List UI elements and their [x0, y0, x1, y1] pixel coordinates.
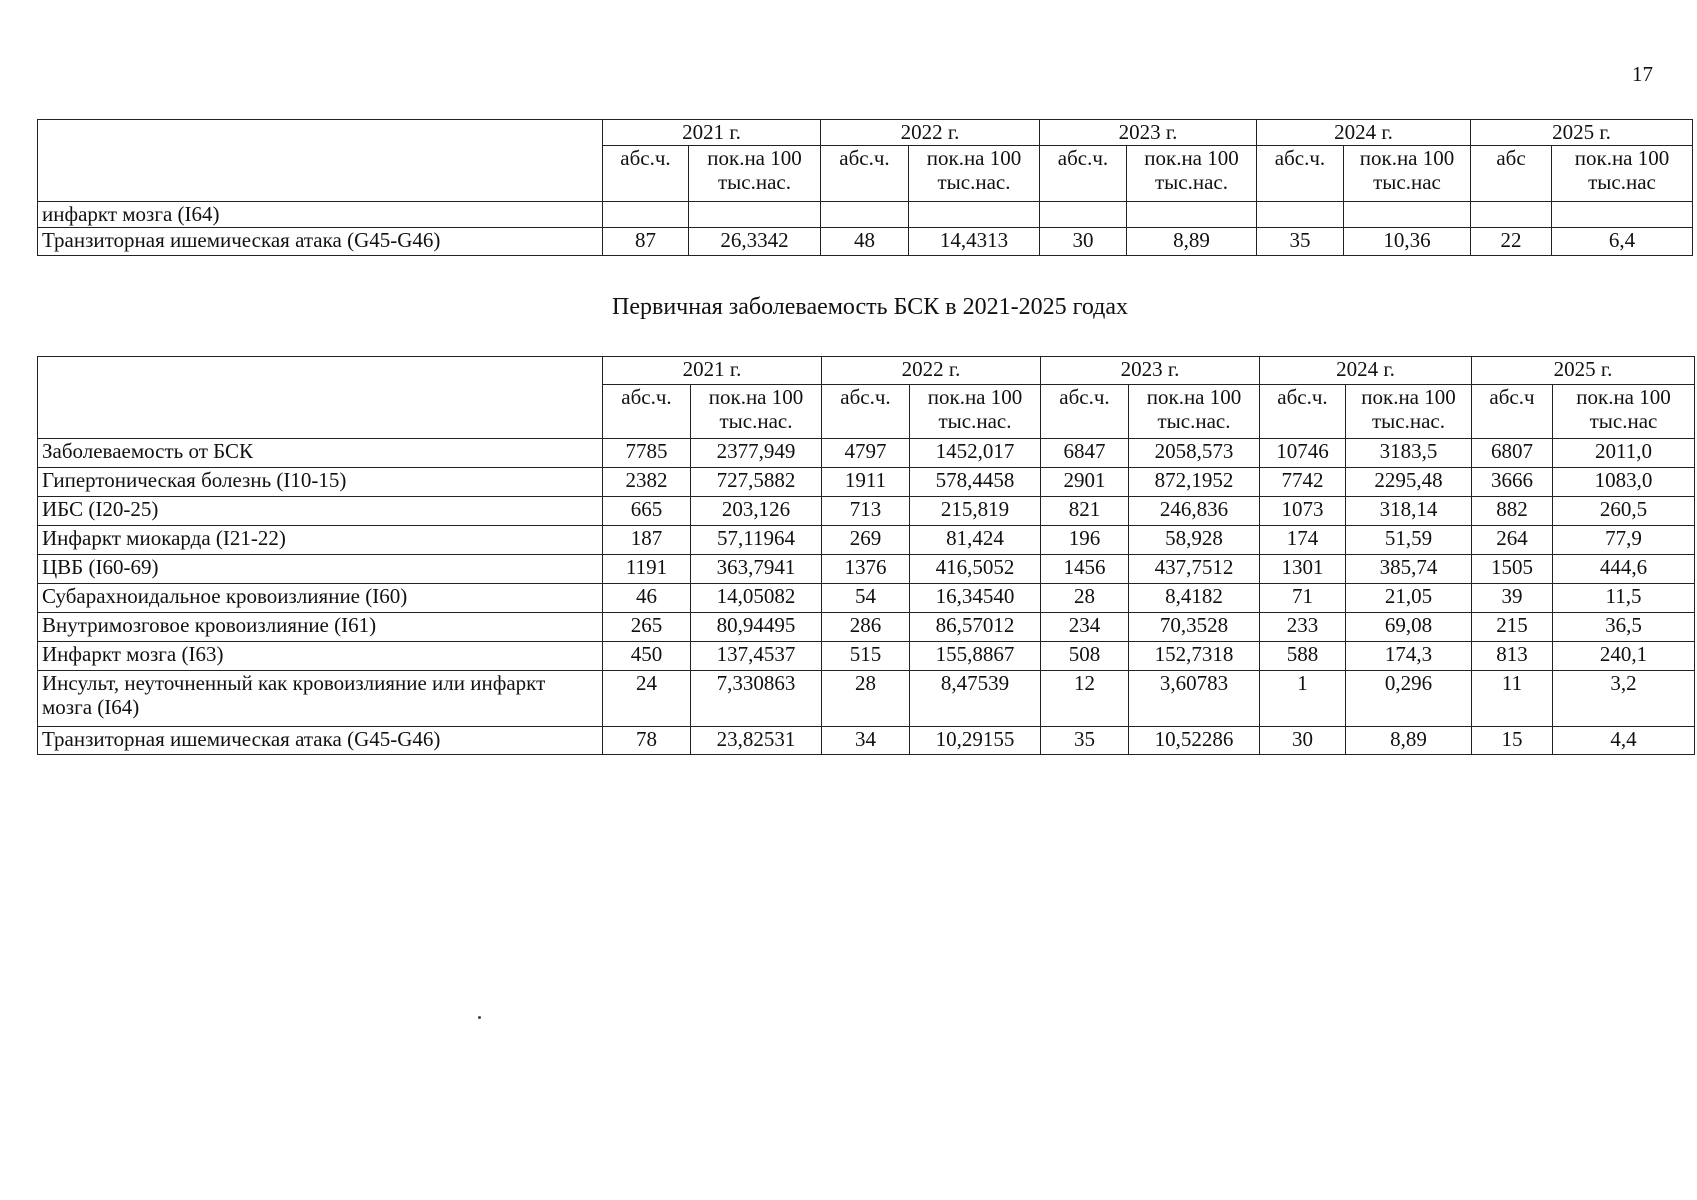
- header-blank: [38, 357, 603, 439]
- cell-rate: 70,3528: [1129, 613, 1260, 642]
- cell-absolute: 174: [1260, 526, 1346, 555]
- subheader-rate: пок.на 100 тыс.нас.: [909, 146, 1040, 202]
- cell-rate: 10,52286: [1129, 727, 1260, 755]
- table-title: Первичная заболеваемость БСК в 2021-2025 годах: [612, 294, 1128, 320]
- table-row: [38, 526, 1695, 555]
- cell-rate: 444,6: [1553, 555, 1695, 584]
- table-row: [38, 468, 1695, 497]
- cell-rate: 51,59: [1346, 526, 1472, 555]
- cell-absolute: [1471, 202, 1552, 228]
- cell-absolute: 34: [822, 727, 910, 755]
- header-blank: [38, 120, 603, 202]
- row-label: Транзиторная ишемическая атака (G45-G46): [38, 228, 603, 256]
- cell-rate: 26,3342: [689, 228, 821, 256]
- cell-absolute: [821, 202, 909, 228]
- cell-absolute: 265: [603, 613, 691, 642]
- cell-absolute: 196: [1041, 526, 1129, 555]
- cell-rate: 86,57012: [910, 613, 1041, 642]
- cell-rate: 437,7512: [1129, 555, 1260, 584]
- cell-rate: [689, 202, 821, 228]
- cell-rate: 11,5: [1553, 584, 1695, 613]
- row-label: Инсульт, неуточненный как кровоизлияние или инфаркт мозга (I64): [38, 671, 603, 727]
- cell-absolute: 54: [822, 584, 910, 613]
- year-header: 2023 г.: [1040, 120, 1257, 146]
- cell-rate: 80,94495: [691, 613, 822, 642]
- cell-absolute: 39: [1472, 584, 1553, 613]
- subheader-rate: пок.на 100 тыс.нас: [1553, 385, 1695, 439]
- subheader-rate: пок.на 100 тыс.нас.: [691, 385, 822, 439]
- table-row: [38, 202, 1693, 228]
- cell-rate: 240,1: [1553, 642, 1695, 671]
- cell-rate: 578,4458: [910, 468, 1041, 497]
- cell-absolute: 24: [603, 671, 691, 727]
- cell-absolute: 28: [822, 671, 910, 727]
- subheader-rate: пок.на 100 тыс.нас: [1552, 146, 1693, 202]
- cell-absolute: 882: [1472, 497, 1553, 526]
- subheader-rate: пок.на 100 тыс.нас.: [1127, 146, 1257, 202]
- cell-absolute: 35: [1041, 727, 1129, 755]
- cell-rate: [1127, 202, 1257, 228]
- cell-absolute: [1257, 202, 1344, 228]
- cell-absolute: 1191: [603, 555, 691, 584]
- cell-rate: 21,05: [1346, 584, 1472, 613]
- cell-absolute: 22: [1471, 228, 1552, 256]
- cell-absolute: 6847: [1041, 439, 1129, 468]
- cell-rate: 137,4537: [691, 642, 822, 671]
- cell-absolute: 713: [822, 497, 910, 526]
- cell-absolute: 30: [1040, 228, 1127, 256]
- cell-rate: 2011,0: [1553, 439, 1695, 468]
- cell-absolute: 10746: [1260, 439, 1346, 468]
- year-header: 2022 г.: [822, 357, 1041, 385]
- cell-rate: 14,05082: [691, 584, 822, 613]
- cell-rate: 10,36: [1344, 228, 1471, 256]
- subheader-abs: абс.ч.: [821, 146, 909, 202]
- cell-rate: 246,836: [1129, 497, 1260, 526]
- table-continuation: [37, 119, 1693, 256]
- cell-absolute: 1376: [822, 555, 910, 584]
- cell-rate: 3,2: [1553, 671, 1695, 727]
- cell-rate: 14,4313: [909, 228, 1040, 256]
- year-header: 2024 г.: [1257, 120, 1471, 146]
- cell-rate: 318,14: [1346, 497, 1472, 526]
- subheader-abs: абс.ч.: [603, 385, 691, 439]
- cell-absolute: 588: [1260, 642, 1346, 671]
- cell-rate: 1452,017: [910, 439, 1041, 468]
- cell-absolute: 1911: [822, 468, 910, 497]
- cell-rate: 2058,573: [1129, 439, 1260, 468]
- cell-rate: 8,4182: [1129, 584, 1260, 613]
- cell-rate: 10,29155: [910, 727, 1041, 755]
- cell-absolute: 234: [1041, 613, 1129, 642]
- subheader-rate: пок.на 100 тыс.нас.: [689, 146, 821, 202]
- subheader-abs: абс.ч.: [1260, 385, 1346, 439]
- cell-absolute: 1: [1260, 671, 1346, 727]
- row-label: ИБС (I20-25): [38, 497, 603, 526]
- table-body: [38, 202, 1693, 256]
- subheader-rate: пок.на 100 тыс.нас.: [910, 385, 1041, 439]
- cell-rate: 8,89: [1127, 228, 1257, 256]
- cell-rate: [1344, 202, 1471, 228]
- cell-absolute: 286: [822, 613, 910, 642]
- cell-absolute: 28: [1041, 584, 1129, 613]
- cell-absolute: 48: [821, 228, 909, 256]
- cell-rate: 0,296: [1346, 671, 1472, 727]
- cell-rate: [1552, 202, 1693, 228]
- cell-rate: 174,3: [1346, 642, 1472, 671]
- cell-rate: 81,424: [910, 526, 1041, 555]
- cell-rate: [909, 202, 1040, 228]
- cell-absolute: 508: [1041, 642, 1129, 671]
- cell-absolute: 11: [1472, 671, 1553, 727]
- row-label: Заболеваемость от БСК: [38, 439, 603, 468]
- cell-absolute: 6807: [1472, 439, 1553, 468]
- scan-speck: [478, 1016, 481, 1019]
- cell-absolute: 665: [603, 497, 691, 526]
- table-body: [38, 439, 1695, 755]
- cell-rate: 2377,949: [691, 439, 822, 468]
- subheader-abs: абс: [1471, 146, 1552, 202]
- year-header: 2023 г.: [1041, 357, 1260, 385]
- table-row: [38, 439, 1695, 468]
- cell-absolute: 187: [603, 526, 691, 555]
- cell-rate: 6,4: [1552, 228, 1693, 256]
- cell-rate: 36,5: [1553, 613, 1695, 642]
- cell-rate: 260,5: [1553, 497, 1695, 526]
- cell-rate: 385,74: [1346, 555, 1472, 584]
- cell-rate: 23,82531: [691, 727, 822, 755]
- subheader-abs: абс.ч.: [603, 146, 689, 202]
- subheader-abs: абс.ч.: [1041, 385, 1129, 439]
- cell-absolute: 12: [1041, 671, 1129, 727]
- row-label: Внутримозговое кровоизлияние (I61): [38, 613, 603, 642]
- cell-rate: 69,08: [1346, 613, 1472, 642]
- year-header: 2025 г.: [1471, 120, 1693, 146]
- cell-rate: 58,928: [1129, 526, 1260, 555]
- year-header: 2021 г.: [603, 120, 821, 146]
- table-row: [38, 671, 1695, 727]
- cell-rate: 16,34540: [910, 584, 1041, 613]
- cell-rate: 2295,48: [1346, 468, 1472, 497]
- cell-absolute: 264: [1472, 526, 1553, 555]
- subheader-rate: пок.на 100 тыс.нас: [1344, 146, 1471, 202]
- cell-absolute: 2382: [603, 468, 691, 497]
- cell-rate: 3,60783: [1129, 671, 1260, 727]
- cell-absolute: 515: [822, 642, 910, 671]
- table-row: [38, 727, 1695, 755]
- cell-rate: 8,47539: [910, 671, 1041, 727]
- cell-absolute: 4797: [822, 439, 910, 468]
- cell-absolute: 1456: [1041, 555, 1129, 584]
- row-label: Транзиторная ишемическая атака (G45-G46): [38, 727, 603, 755]
- year-header: 2022 г.: [821, 120, 1040, 146]
- cell-absolute: [1040, 202, 1127, 228]
- table-row: [38, 613, 1695, 642]
- cell-absolute: 269: [822, 526, 910, 555]
- subheader-rate: пок.на 100 тыс.нас.: [1129, 385, 1260, 439]
- cell-absolute: 7785: [603, 439, 691, 468]
- cell-rate: 363,7941: [691, 555, 822, 584]
- cell-absolute: 450: [603, 642, 691, 671]
- table-row: [38, 497, 1695, 526]
- cell-absolute: 15: [1472, 727, 1553, 755]
- cell-rate: 215,819: [910, 497, 1041, 526]
- row-label: ЦВБ (I60-69): [38, 555, 603, 584]
- row-label: Гипертоническая болезнь (I10-15): [38, 468, 603, 497]
- subheader-abs: абс.ч.: [822, 385, 910, 439]
- table-row: [38, 642, 1695, 671]
- cell-absolute: 87: [603, 228, 689, 256]
- cell-rate: 77,9: [1553, 526, 1695, 555]
- year-header: 2025 г.: [1472, 357, 1695, 385]
- cell-rate: 7,330863: [691, 671, 822, 727]
- cell-absolute: 1505: [1472, 555, 1553, 584]
- cell-absolute: 2901: [1041, 468, 1129, 497]
- cell-rate: 152,7318: [1129, 642, 1260, 671]
- row-label: инфаркт мозга (I64): [38, 202, 603, 228]
- subheader-rate: пок.на 100 тыс.нас.: [1346, 385, 1472, 439]
- cell-absolute: 78: [603, 727, 691, 755]
- cell-absolute: 233: [1260, 613, 1346, 642]
- subheader-abs: абс.ч.: [1257, 146, 1344, 202]
- subheader-abs: абс.ч: [1472, 385, 1553, 439]
- cell-absolute: 35: [1257, 228, 1344, 256]
- page-number: 17: [1632, 62, 1653, 86]
- table-primary-morbidity: [37, 356, 1695, 755]
- cell-rate: 203,126: [691, 497, 822, 526]
- cell-rate: 8,89: [1346, 727, 1472, 755]
- row-label: Субарахноидальное кровоизлияние (I60): [38, 584, 603, 613]
- cell-absolute: 46: [603, 584, 691, 613]
- cell-rate: 416,5052: [910, 555, 1041, 584]
- cell-absolute: 1301: [1260, 555, 1346, 584]
- table-row: [38, 555, 1695, 584]
- table-row: [38, 228, 1693, 256]
- year-header: 2021 г.: [603, 357, 822, 385]
- cell-rate: 872,1952: [1129, 468, 1260, 497]
- cell-rate: 155,8867: [910, 642, 1041, 671]
- cell-absolute: 813: [1472, 642, 1553, 671]
- cell-rate: 4,4: [1553, 727, 1695, 755]
- subheader-abs: абс.ч.: [1040, 146, 1127, 202]
- cell-rate: 1083,0: [1553, 468, 1695, 497]
- table-row: [38, 584, 1695, 613]
- cell-absolute: 30: [1260, 727, 1346, 755]
- cell-rate: 57,11964: [691, 526, 822, 555]
- cell-absolute: 821: [1041, 497, 1129, 526]
- year-header: 2024 г.: [1260, 357, 1472, 385]
- cell-rate: 727,5882: [691, 468, 822, 497]
- cell-absolute: 3666: [1472, 468, 1553, 497]
- cell-absolute: [603, 202, 689, 228]
- cell-absolute: 215: [1472, 613, 1553, 642]
- cell-absolute: 7742: [1260, 468, 1346, 497]
- cell-absolute: 71: [1260, 584, 1346, 613]
- cell-absolute: 1073: [1260, 497, 1346, 526]
- cell-rate: 3183,5: [1346, 439, 1472, 468]
- row-label: Инфаркт мозга (I63): [38, 642, 603, 671]
- row-label: Инфаркт миокарда (I21-22): [38, 526, 603, 555]
